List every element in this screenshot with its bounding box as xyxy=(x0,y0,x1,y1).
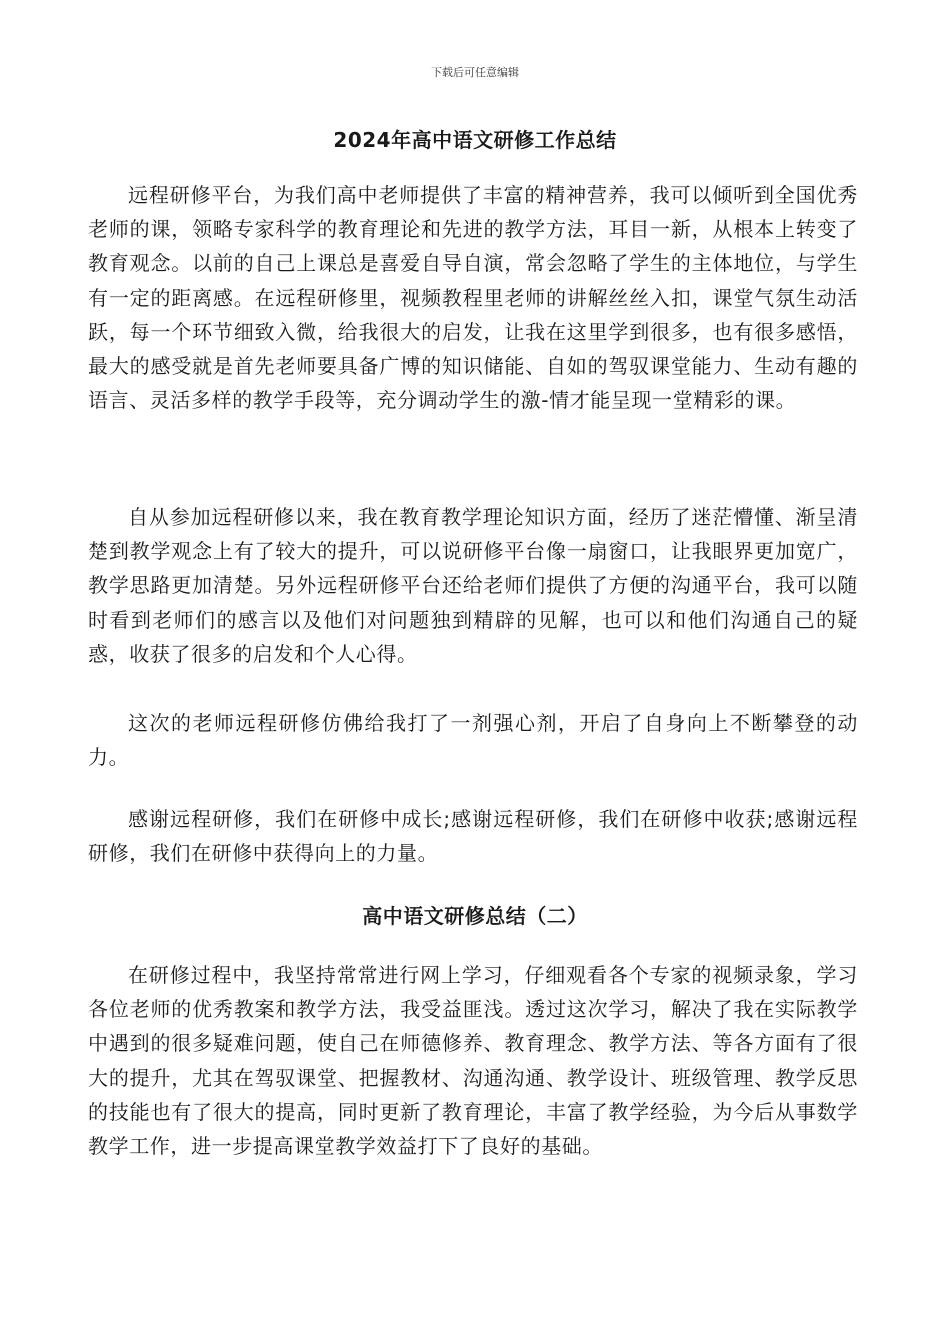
paragraph: 自从参加远程研修以来，我在教育教学理论知识方面，经历了迷茫懵懂、渐呈清楚到教学观念上有了较大的提升，可以说研修平台像一扇窗口，让我眼界更加宽广，教学思路更加清楚。另外远程研修平台还给老师们提供了方便的沟通平台，我可以随时看到老师们的感言以及他们对问题独到精辟的见解，也可以和他们沟通自己的疑惑，收获了很多的启发和个人心得。 xyxy=(88,505,858,666)
section-title: 高中语文研修总结（二） xyxy=(362,904,588,928)
document-title: 2024年高中语文研修工作总结 xyxy=(333,128,617,152)
header-note: 下载后可任意编辑 xyxy=(431,66,519,79)
paragraph: 感谢远程研修，我们在研修中成长;感谢远程研修，我们在研修中收获;感谢远程研修，我们在研修中获得向上的力量。 xyxy=(88,807,858,866)
paragraph: 远程研修平台，为我们高中老师提供了丰富的精神营养，我可以倾听到全国优秀老师的课，领略专家科学的教育理论和先进的教学方法，耳目一新，从根本上转变了教育观念。以前的自己上课总是喜爱自导自演，常会忽略了学生的主体地位，与学生有一定的距离感。在远程研修里，视频教程里老师的讲解丝丝入扣，课堂气氛生动活跃，每一个环节细致入微，给我很大的启发，让我在这里学到很多，也有很多感悟，最大的感受就是首先老师要具备广博的知识储能、自如的驾驭课堂能力、生动有趣的语言、灵活多样的教学手段等，充分调动学生的激-情才能呈现一堂精彩的课。 xyxy=(88,183,858,413)
paragraph: 在研修过程中，我坚持常常进行网上学习，仔细观看各个专家的视频录象，学习各位老师的优秀教案和教学方法，我受益匪浅。透过这次学习，解决了我在实际教学中遇到的很多疑难问题，使自己在师德修养、教育理念、教学方法、等各方面有了很大的提升，尤其在驾驭课堂、把握教材、沟通沟通、教学设计、班级管理、教学反思的技能也有了很大的提高，同时更新了教育理论，丰富了教学经验，为今后从事数学教学工作，进一步提高课堂教学效益打下了良好的基础。 xyxy=(88,963,858,1159)
paragraph: 这次的老师远程研修仿佛给我打了一剂强心剂，开启了自身向上不断攀登的动力。 xyxy=(88,711,858,770)
